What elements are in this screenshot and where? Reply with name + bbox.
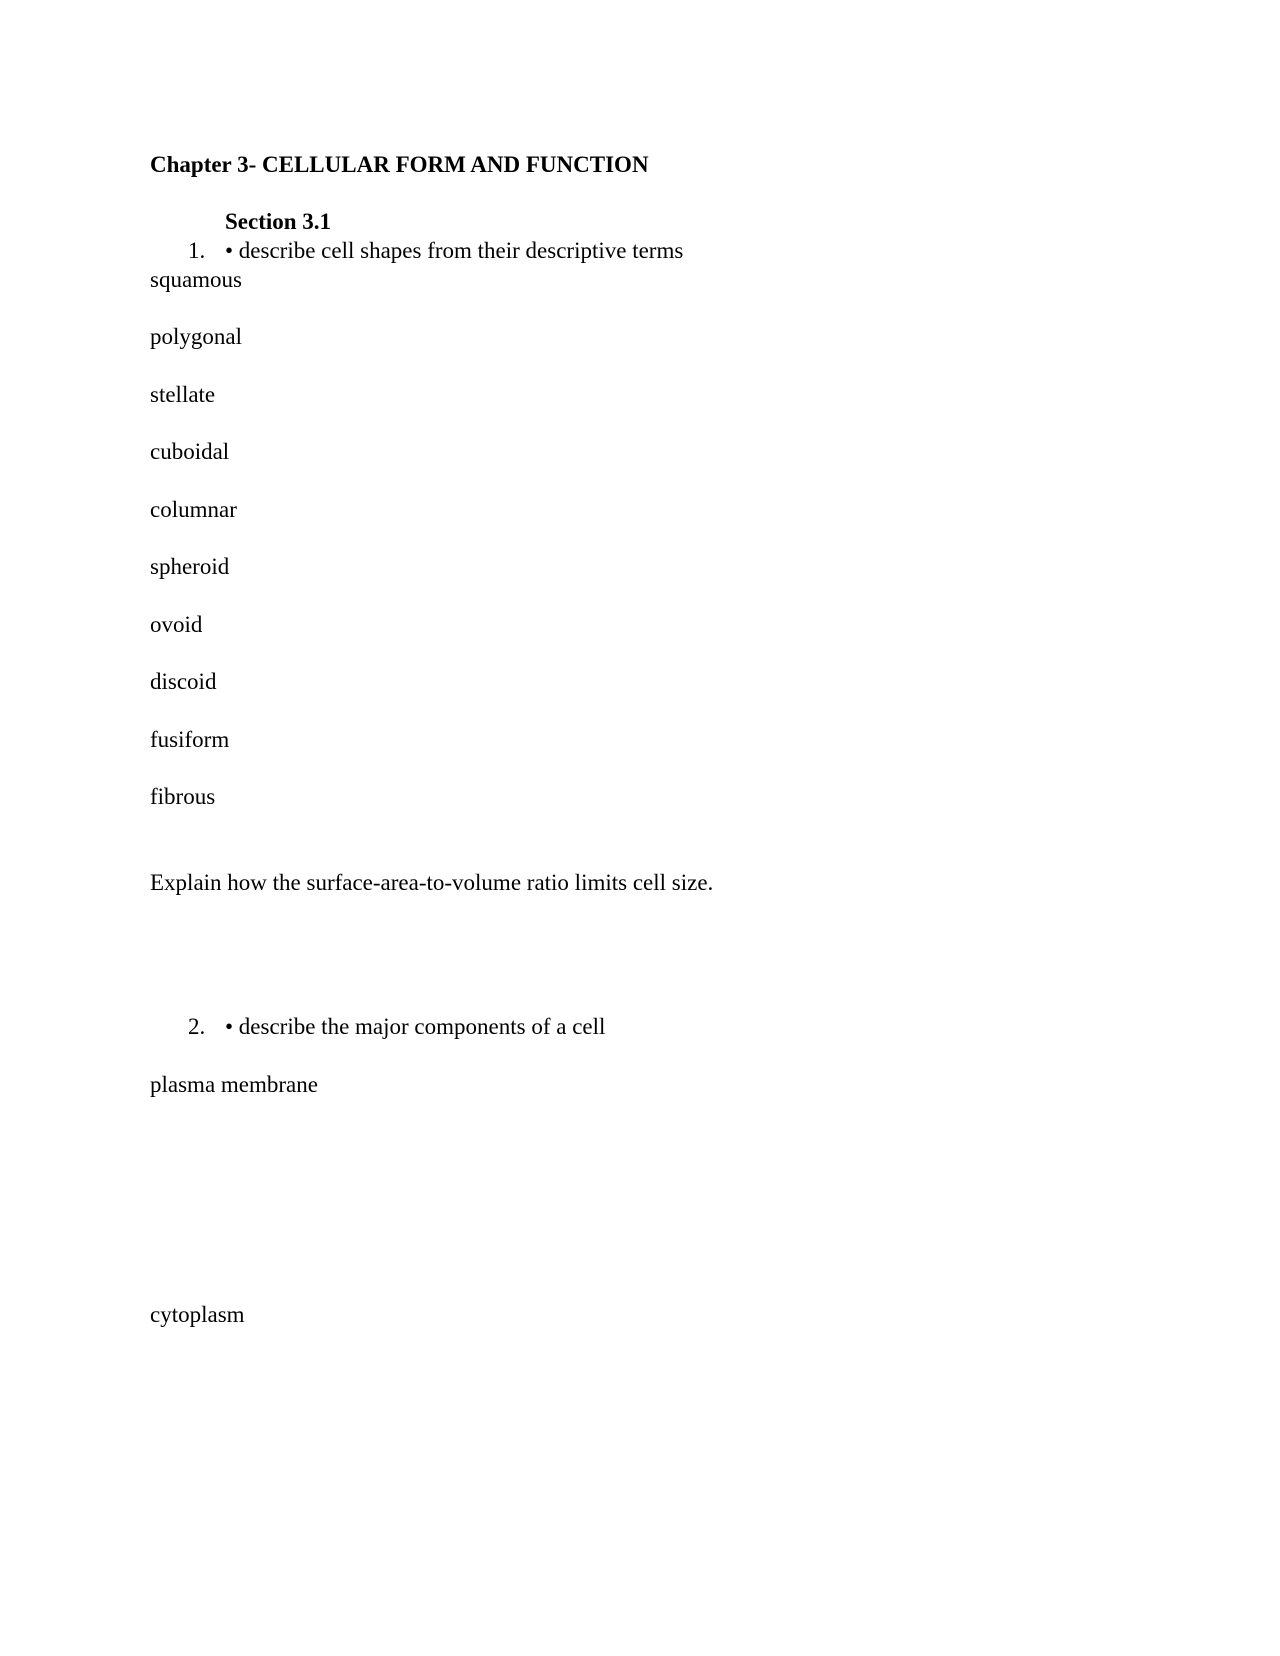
shape-term-polygonal: polygonal xyxy=(150,324,242,349)
shape-term-stellate: stellate xyxy=(150,382,216,407)
shape-term-fusiform: fusiform xyxy=(150,727,230,752)
explain-prompt: Explain how the surface-area-to-volume ratio limits cell size. xyxy=(150,870,714,895)
objective-1-text: • describe cell shapes from their descriptive terms xyxy=(225,238,684,263)
shape-term-discoid: discoid xyxy=(150,669,217,694)
shape-term-ovoid: ovoid xyxy=(150,612,203,637)
objective-1-number: 1. xyxy=(188,238,206,263)
shape-term-fibrous: fibrous xyxy=(150,784,216,809)
shape-term-spheroid: spheroid xyxy=(150,554,230,579)
component-cytoplasm: cytoplasm xyxy=(150,1302,245,1327)
section-heading: Section 3.1 xyxy=(225,209,332,234)
chapter-title: Chapter 3- CELLULAR FORM AND FUNCTION xyxy=(150,152,649,177)
shape-term-columnar: columnar xyxy=(150,497,237,522)
component-plasma-membrane: plasma membrane xyxy=(150,1072,318,1097)
objective-2-number: 2. xyxy=(188,1014,206,1039)
shape-term-cuboidal: cuboidal xyxy=(150,439,230,464)
shape-term-squamous: squamous xyxy=(150,267,242,292)
objective-2-text: • describe the major components of a cell xyxy=(225,1014,606,1039)
